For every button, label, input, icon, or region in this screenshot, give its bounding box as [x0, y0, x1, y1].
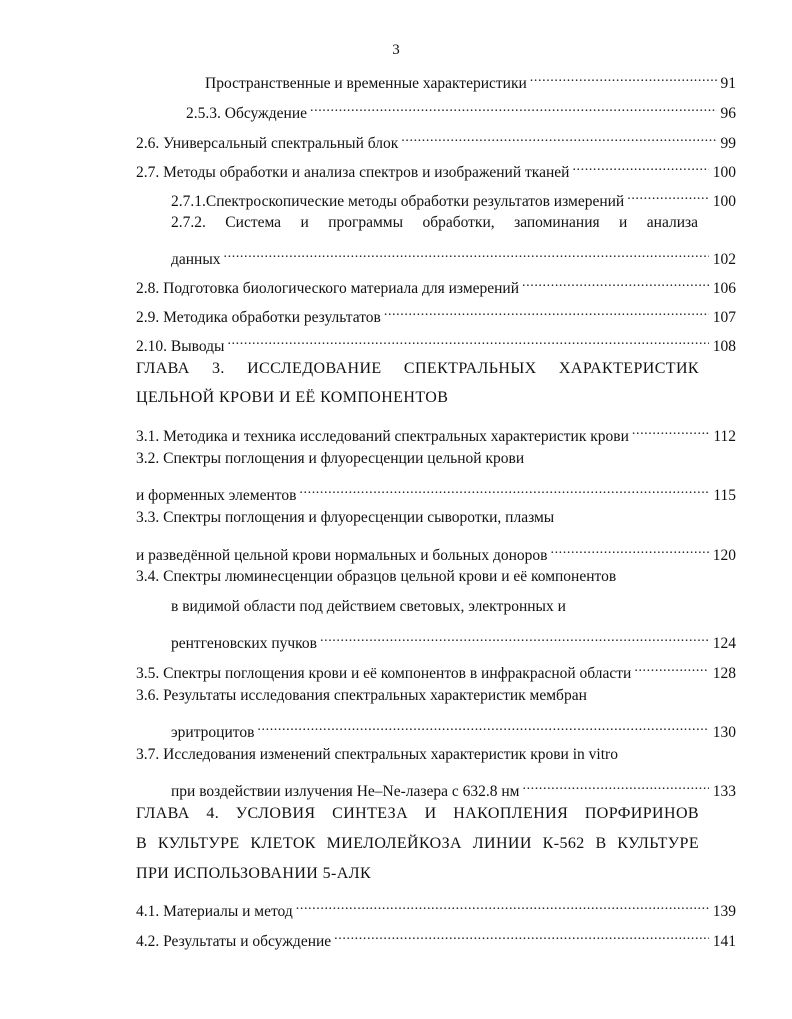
toc-entry-title: 2.7. Методы обработки и анализа спектров и изображений тканей [136, 164, 570, 181]
toc-entry [136, 417, 736, 445]
toc-entry-title: 3.4. Спектры люминесценции образцов цельной крови и её компонентов [136, 568, 617, 585]
toc-entry-page: 128 [712, 665, 736, 682]
chapter-heading [136, 802, 699, 826]
dot-leader [522, 269, 709, 293]
toc-entry [136, 922, 736, 950]
toc-entry-title: 2.8. Подготовка биологического материала для измерений [136, 280, 520, 297]
toc-entry-title: данных [171, 251, 221, 268]
toc-entry [136, 476, 736, 504]
toc-entry-page: 120 [712, 547, 736, 564]
dot-leader [299, 476, 709, 500]
toc-entry [171, 595, 736, 619]
toc-entry [136, 298, 736, 326]
toc-entry [171, 182, 736, 210]
toc-entry-page: 112 [713, 428, 736, 445]
toc-entry-title: 3.3. Спектры поглощения и флуоресценции сыворотки, плазмы [136, 509, 555, 526]
toc-entry [171, 713, 736, 741]
toc-entry-title: Пространственные и временные характеристики [205, 75, 527, 92]
toc-entry [136, 124, 736, 152]
dot-leader [320, 624, 709, 648]
toc-entry-title: 2.6. Универсальный спектральный блок [136, 135, 399, 152]
toc-entry-title: и разведённой цельной крови нормальных и больных доноров [136, 547, 548, 564]
toc-entry [171, 240, 736, 268]
toc-entry-title: 3.6. Результаты исследования спектральных характеристик мембран [136, 687, 587, 704]
dot-leader [296, 892, 709, 916]
toc-entry [136, 447, 736, 471]
toc-entry [136, 892, 736, 920]
toc-entry-title: 2.7.2. Система и программы обработки, запоминания и анализа [171, 214, 698, 231]
chapter-heading [136, 357, 699, 381]
toc-entry-title: 2.10. Выводы [136, 338, 225, 355]
toc-entry [136, 684, 736, 708]
dot-leader [627, 182, 709, 206]
toc-entry [171, 624, 736, 652]
dot-leader [227, 327, 708, 351]
toc-entry [136, 565, 736, 589]
dot-leader [384, 298, 709, 322]
toc-entry-title: 2.5.3. Обсуждение [186, 105, 307, 122]
chapter-heading [136, 386, 736, 410]
toc-entry [136, 536, 736, 564]
chapter-heading-text: ЦЕЛЬНОЙ КРОВИ И ЕЁ КОМПОНЕНТОВ [136, 389, 449, 406]
toc-entry [136, 269, 736, 297]
dot-leader [334, 922, 709, 946]
page-number: 3 [392, 42, 400, 58]
chapter-heading-text: В КУЛЬТУРЕ КЛЕТОК МИЕЛОЛЕЙКОЗА ЛИНИИ К-562 В КУЛЬТУРЕ [136, 835, 699, 852]
toc-entry-title: при воздействии излучения He–Ne-лазера с 632.8 нм [171, 783, 520, 800]
dot-leader [634, 654, 708, 678]
toc-entry [205, 64, 736, 92]
toc-entry-title: 3.7. Исследования изменений спектральных характеристик крови in vitro [136, 746, 618, 763]
toc-entry-page: 139 [712, 903, 736, 920]
toc-entry [186, 94, 736, 122]
dot-leader [632, 417, 709, 441]
toc-entry [136, 654, 736, 682]
toc-entry-title: в видимой области под действием световых, электронных и [171, 598, 566, 615]
toc-entry [171, 211, 698, 235]
toc-entry [136, 743, 736, 767]
toc-entry-title: 3.5. Спектры поглощения крови и её компонентов в инфракрасной области [136, 665, 632, 682]
toc-entry [136, 506, 736, 530]
toc-entry-title: 3.2. Спектры поглощения и флуоресценции цельной крови [136, 450, 525, 467]
chapter-heading-text: ПРИ ИСПОЛЬЗОВАНИИ 5-АЛК [136, 865, 372, 882]
toc-entry [136, 153, 736, 181]
toc-entry-page: 108 [712, 338, 736, 355]
toc-entry-page: 99 [720, 135, 736, 152]
toc-entry-title: рентгеновских пучков [171, 635, 317, 652]
toc-entry-page: 91 [720, 75, 736, 92]
toc-entry-title: 4.2. Результаты и обсуждение [136, 933, 332, 950]
dot-leader [550, 536, 708, 560]
toc-entry-title: эритроцитов [171, 724, 255, 741]
dot-leader [401, 124, 716, 148]
toc-entry-page: 115 [713, 487, 736, 504]
dot-leader [572, 153, 708, 177]
toc-entry-page: 141 [712, 933, 736, 950]
toc-entry-page: 107 [712, 309, 736, 326]
toc-entry-title: и форменных элементов [136, 487, 297, 504]
toc-entry-page: 96 [720, 105, 736, 122]
toc-entry [171, 772, 736, 800]
toc-entry-title: 2.7.1.Спектроскопические методы обработки результатов измерений [171, 193, 625, 210]
dot-leader [257, 713, 708, 737]
dot-leader [522, 772, 708, 796]
chapter-heading [136, 832, 699, 856]
chapter-heading-text: ГЛАВА 4. УСЛОВИЯ СИНТЕЗА И НАКОПЛЕНИЯ ПОРФИРИНОВ [136, 805, 699, 822]
toc-entry-page: 100 [712, 164, 736, 181]
toc-entry-page: 133 [712, 783, 736, 800]
toc-entry-page: 124 [712, 635, 736, 652]
toc-entry-page: 106 [712, 280, 736, 297]
toc-entry-title: 4.1. Материалы и метод [136, 903, 293, 920]
dot-leader [530, 64, 717, 88]
toc-entry-page: 102 [712, 251, 736, 268]
chapter-heading-text: ГЛАВА 3. ИССЛЕДОВАНИЕ СПЕКТРАЛЬНЫХ ХАРАКТЕРИСТИК [136, 360, 699, 377]
toc-entry-page: 130 [712, 724, 736, 741]
chapter-heading [136, 862, 736, 886]
dot-leader [310, 94, 717, 118]
toc-entry-title: 3.1. Методика и техника исследований спектральных характеристик крови [136, 428, 629, 445]
dot-leader [224, 240, 709, 264]
toc-entry [136, 327, 736, 355]
toc-entry-page: 100 [712, 193, 736, 210]
toc-entry-title: 2.9. Методика обработки результатов [136, 309, 381, 326]
